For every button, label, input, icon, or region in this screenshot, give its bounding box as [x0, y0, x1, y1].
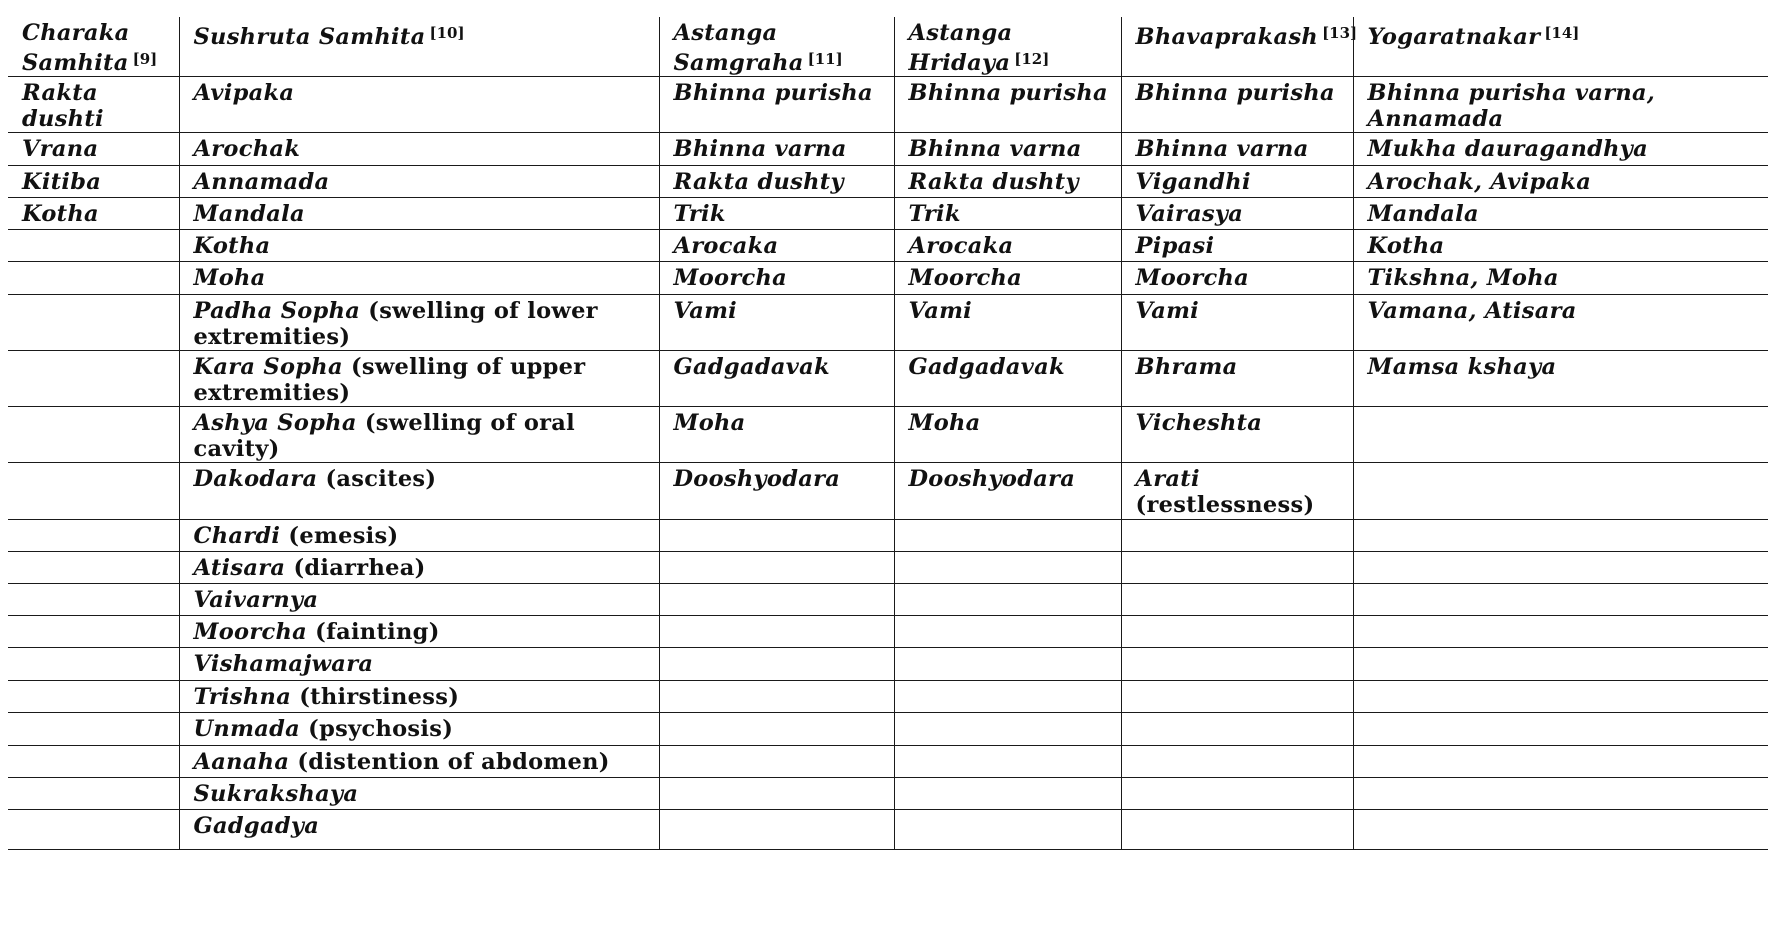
sanskrit-term: Gadgadya — [193, 813, 320, 839]
header-label: Sushruta Samhita — [193, 24, 426, 50]
table-cell — [894, 584, 1121, 616]
table-cell — [1353, 520, 1768, 552]
sanskrit-term: Dooshyodara — [673, 466, 841, 492]
table-cell — [659, 778, 894, 810]
english-gloss: (fainting) — [315, 619, 440, 645]
table-cell — [894, 166, 1121, 198]
table-cell — [659, 166, 894, 198]
reference-marker: [9] — [132, 50, 158, 68]
table-cell — [1353, 351, 1768, 407]
table-cell — [1353, 810, 1768, 850]
table-cell — [8, 407, 179, 463]
header-cell-yogaratnakar — [1353, 17, 1768, 77]
sanskrit-term: Kotha — [22, 201, 99, 227]
sanskrit-term: Bhinna varna — [908, 136, 1082, 162]
table-row — [8, 713, 1768, 746]
table-cell — [659, 648, 894, 681]
table-cell — [894, 230, 1121, 262]
table-cell — [894, 295, 1121, 351]
table-cell — [894, 810, 1121, 850]
sanskrit-term: Vami — [1135, 298, 1200, 324]
table-cell — [1121, 584, 1353, 616]
table-cell — [894, 198, 1121, 230]
reference-marker: [13] — [1322, 24, 1358, 42]
sanskrit-term: Mandala — [1367, 201, 1479, 227]
english-gloss: (ascites) — [325, 466, 437, 492]
table-cell — [659, 230, 894, 262]
table-cell — [179, 295, 659, 351]
sanskrit-term: Rakta dushti — [22, 80, 104, 132]
table-cell — [1121, 810, 1353, 850]
table-cell — [8, 463, 179, 520]
table-cell — [894, 351, 1121, 407]
sanskrit-term: Bhinna purisha varna, Annamada — [1367, 80, 1656, 132]
header-label: Charaka Samhita — [22, 20, 130, 76]
table-cell — [894, 778, 1121, 810]
sanskrit-term: Arochak — [193, 136, 301, 162]
table-cell — [659, 552, 894, 584]
table-cell — [659, 810, 894, 850]
table-cell — [179, 407, 659, 463]
sanskrit-term: Bhinna purisha — [1135, 80, 1335, 106]
header-row — [8, 17, 1768, 77]
sanskrit-term: Aanaha — [193, 749, 290, 775]
table-cell — [659, 198, 894, 230]
sanskrit-term: Vigandhi — [1135, 169, 1251, 195]
header-label: Astanga Samgraha — [673, 20, 804, 76]
sanskrit-term: Bhrama — [1135, 354, 1238, 380]
table-cell — [179, 681, 659, 713]
symptom-comparison-table — [8, 17, 1768, 850]
sanskrit-term: Arochak, Avipaka — [1367, 169, 1592, 195]
table-cell — [1121, 746, 1353, 778]
sanskrit-term: Kotha — [1367, 233, 1445, 259]
table-cell — [179, 810, 659, 850]
table-cell — [1121, 463, 1353, 520]
table-cell — [179, 166, 659, 198]
table-cell — [1121, 133, 1353, 166]
table-cell — [179, 584, 659, 616]
table-cell — [1353, 407, 1768, 463]
sanskrit-term: Arocaka — [908, 233, 1014, 259]
sanskrit-term: Arati — [1135, 466, 1200, 492]
table-cell — [659, 616, 894, 648]
table-cell — [179, 552, 659, 584]
table-row — [8, 166, 1768, 198]
english-gloss: (swelling of upper extremities) — [193, 354, 586, 406]
sanskrit-term: Mukha dauragandhya — [1367, 136, 1649, 162]
sanskrit-term: Trishna — [193, 684, 292, 710]
sanskrit-term: Chardi — [193, 523, 281, 549]
sanskrit-term: Moha — [193, 265, 266, 291]
table-cell — [8, 778, 179, 810]
table-cell — [659, 681, 894, 713]
table-cell — [1121, 351, 1353, 407]
table-cell — [1353, 713, 1768, 746]
sanskrit-term: Moha — [673, 410, 746, 436]
sanskrit-term: Pipasi — [1135, 233, 1215, 259]
sanskrit-term: Gadgadavak — [908, 354, 1065, 380]
sanskrit-term: Moorcha — [673, 265, 788, 291]
sanskrit-term: Vaivarnya — [193, 587, 319, 613]
table-cell — [1353, 648, 1768, 681]
reference-marker: [12] — [1014, 50, 1050, 68]
table-cell — [659, 407, 894, 463]
table-cell — [8, 713, 179, 746]
table-cell — [1121, 198, 1353, 230]
table-cell — [659, 713, 894, 746]
sanskrit-term: Moorcha — [908, 265, 1023, 291]
table-row — [8, 463, 1768, 520]
sanskrit-term: Ashya Sopha — [193, 410, 357, 436]
table-cell — [659, 520, 894, 552]
header-cell-sushruta-samhita — [179, 17, 659, 77]
table-cell — [1121, 262, 1353, 295]
english-gloss: (distention of abdomen) — [297, 749, 610, 775]
table-cell — [179, 616, 659, 648]
english-gloss: (psychosis) — [308, 716, 454, 742]
sanskrit-term: Padha Sopha — [193, 298, 361, 324]
table-cell — [8, 198, 179, 230]
table-cell — [8, 351, 179, 407]
table-cell — [1353, 778, 1768, 810]
sanskrit-term: Rakta dushty — [673, 169, 844, 195]
sanskrit-term: Trik — [673, 201, 726, 227]
sanskrit-term: Vami — [908, 298, 973, 324]
table-cell — [1121, 713, 1353, 746]
header-cell-astanga-hridaya — [894, 17, 1121, 77]
table-row — [8, 552, 1768, 584]
table-cell — [179, 198, 659, 230]
sanskrit-term: Moorcha — [1135, 265, 1250, 291]
table-cell — [1353, 552, 1768, 584]
table-cell — [8, 262, 179, 295]
reference-marker: [10] — [429, 24, 465, 42]
sanskrit-term: Dooshyodara — [908, 466, 1076, 492]
table-cell — [1121, 648, 1353, 681]
sanskrit-term: Bhinna varna — [1135, 136, 1309, 162]
table-row — [8, 295, 1768, 351]
table-cell — [894, 463, 1121, 520]
table-cell — [1121, 77, 1353, 133]
table-row — [8, 778, 1768, 810]
table-cell — [8, 616, 179, 648]
table-cell — [894, 77, 1121, 133]
table-row — [8, 584, 1768, 616]
table-cell — [894, 133, 1121, 166]
sanskrit-term: Gadgadavak — [673, 354, 830, 380]
table-cell — [179, 133, 659, 166]
table-cell — [894, 713, 1121, 746]
sanskrit-term: Dakodara — [193, 466, 318, 492]
table-cell — [894, 262, 1121, 295]
table-cell — [179, 778, 659, 810]
sanskrit-term: Vami — [673, 298, 738, 324]
table-cell — [1353, 77, 1768, 133]
sanskrit-term: Vrana — [22, 136, 99, 162]
table-row — [8, 810, 1768, 850]
table-cell — [1353, 463, 1768, 520]
table-cell — [8, 295, 179, 351]
header-label: Bhavaprakash — [1135, 24, 1319, 50]
table-cell — [179, 746, 659, 778]
table-row — [8, 407, 1768, 463]
table-cell — [894, 746, 1121, 778]
sanskrit-term: Moorcha — [193, 619, 308, 645]
header-label: Yogaratnakar — [1367, 24, 1541, 50]
table-cell — [1121, 616, 1353, 648]
table-cell — [1353, 133, 1768, 166]
symptom-comparison-table-container — [8, 17, 1768, 936]
sanskrit-term: Arocaka — [673, 233, 779, 259]
sanskrit-term: Sukrakshaya — [193, 781, 359, 807]
table-cell — [1353, 681, 1768, 713]
table-cell — [1353, 616, 1768, 648]
reference-marker: [14] — [1544, 24, 1580, 42]
table-cell — [179, 351, 659, 407]
table-cell — [1353, 295, 1768, 351]
sanskrit-term: Moha — [908, 410, 981, 436]
sanskrit-term: Avipaka — [193, 80, 295, 106]
table-row — [8, 133, 1768, 166]
table-body — [8, 17, 1768, 850]
table-cell — [894, 648, 1121, 681]
table-cell — [8, 77, 179, 133]
table-cell — [1121, 295, 1353, 351]
table-cell — [1121, 552, 1353, 584]
table-cell — [659, 262, 894, 295]
sanskrit-term: Mamsa kshaya — [1367, 354, 1557, 380]
table-cell — [179, 230, 659, 262]
sanskrit-term: Bhinna purisha — [908, 80, 1108, 106]
reference-marker: [11] — [807, 50, 843, 68]
table-cell — [179, 713, 659, 746]
table-cell — [659, 584, 894, 616]
table-cell — [1353, 166, 1768, 198]
english-gloss: (swelling of lower extremities) — [193, 298, 598, 350]
header-cell-bhavaprakash — [1121, 17, 1358, 77]
table-cell — [8, 166, 179, 198]
table-cell — [8, 133, 179, 166]
sanskrit-term: Vamana, Atisara — [1367, 298, 1577, 324]
table-row — [8, 616, 1768, 648]
table-cell — [659, 351, 894, 407]
table-cell — [179, 648, 659, 681]
table-cell — [179, 77, 659, 133]
table-cell — [1353, 198, 1768, 230]
table-cell — [894, 552, 1121, 584]
table-cell — [659, 295, 894, 351]
table-row — [8, 351, 1768, 407]
table-cell — [1121, 230, 1353, 262]
sanskrit-term: Atisara — [193, 555, 286, 581]
table-cell — [1121, 407, 1353, 463]
table-cell — [8, 520, 179, 552]
table-cell — [1353, 230, 1768, 262]
sanskrit-term: Annamada — [193, 169, 330, 195]
english-gloss: (thirstiness) — [299, 684, 460, 710]
table-row — [8, 230, 1768, 262]
table-cell — [1121, 166, 1353, 198]
table-cell — [659, 77, 894, 133]
table-cell — [1121, 681, 1353, 713]
table-row — [8, 262, 1768, 295]
english-gloss: (emesis) — [288, 523, 399, 549]
header-label: Astanga Hridaya — [908, 20, 1013, 76]
header-cell-charaka-samhita — [8, 17, 179, 77]
sanskrit-term: Rakta dushty — [908, 169, 1079, 195]
table-cell — [894, 681, 1121, 713]
table-cell — [179, 262, 659, 295]
table-cell — [8, 552, 179, 584]
table-cell — [659, 133, 894, 166]
table-cell — [1353, 746, 1768, 778]
table-cell — [1353, 262, 1768, 295]
sanskrit-term: Kara Sopha — [193, 354, 343, 380]
table-row — [8, 198, 1768, 230]
table-row — [8, 77, 1768, 133]
table-cell — [894, 616, 1121, 648]
table-cell — [8, 681, 179, 713]
table-cell — [1121, 778, 1353, 810]
sanskrit-term: Bhinna varna — [673, 136, 847, 162]
sanskrit-term: Trik — [908, 201, 961, 227]
sanskrit-term: Kotha — [193, 233, 271, 259]
sanskrit-term: Vishamajwara — [193, 651, 374, 677]
table-row — [8, 648, 1768, 681]
english-gloss: (diarrhea) — [293, 555, 426, 581]
sanskrit-term: Unmada — [193, 716, 300, 742]
sanskrit-term: Mandala — [193, 201, 305, 227]
table-cell — [8, 584, 179, 616]
english-gloss: (swelling of oral cavity) — [193, 410, 576, 462]
table-cell — [179, 463, 659, 520]
table-cell — [1121, 520, 1353, 552]
table-cell — [659, 746, 894, 778]
table-row — [8, 520, 1768, 552]
sanskrit-term: Vairasya — [1135, 201, 1244, 227]
english-gloss: (restlessness) — [1135, 492, 1315, 518]
table-cell — [8, 810, 179, 850]
table-row — [8, 746, 1768, 778]
sanskrit-term: Tikshna, Moha — [1367, 265, 1559, 291]
table-cell — [8, 648, 179, 681]
sanskrit-term: Kitiba — [22, 169, 102, 195]
table-cell — [179, 520, 659, 552]
table-cell — [1353, 584, 1768, 616]
table-cell — [8, 746, 179, 778]
table-cell — [894, 407, 1121, 463]
header-cell-astanga-samgraha — [659, 17, 894, 77]
sanskrit-term: Vicheshta — [1135, 410, 1263, 436]
table-cell — [659, 463, 894, 520]
sanskrit-term: Bhinna purisha — [673, 80, 873, 106]
table-cell — [8, 230, 179, 262]
table-cell — [894, 520, 1121, 552]
table-row — [8, 681, 1768, 713]
